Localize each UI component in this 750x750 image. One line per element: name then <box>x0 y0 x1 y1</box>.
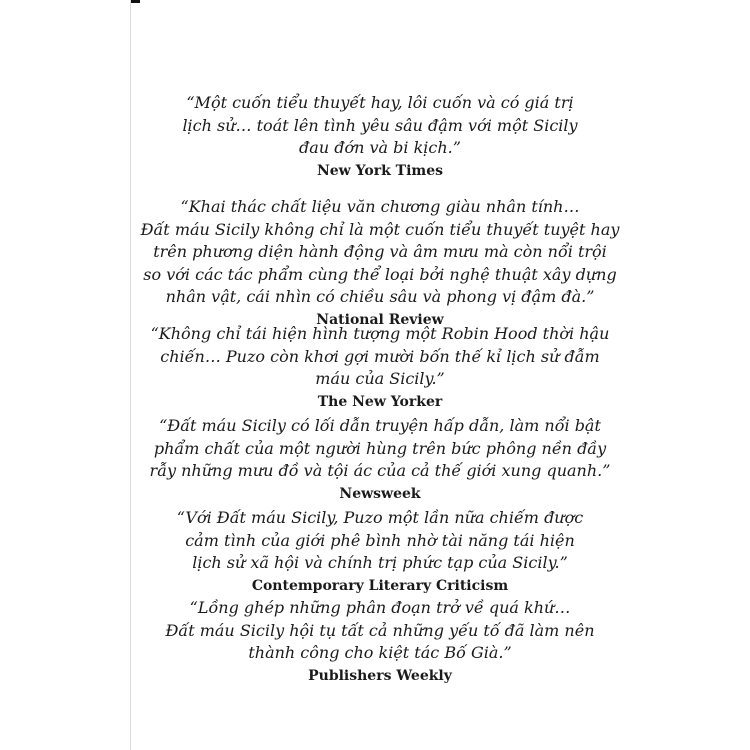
quote-source: The New Yorker <box>317 393 443 410</box>
quote-source: New York Times <box>316 162 444 179</box>
review-blurb-national-review <box>140 196 620 331</box>
review-blurb-contemporary-literary-criticism <box>140 507 620 597</box>
quote-line: “Lồng ghép những phân đoạn trở về quá khứ… <box>189 598 571 617</box>
quote-line: “Không chỉ tái hiện hình tượng một Robin Hood thời hậu <box>150 324 610 343</box>
quote-line: nhân vật, cái nhìn có chiều sâu và phong vị đậm đà.” <box>165 287 595 306</box>
review-blurb-newsweek <box>140 415 620 505</box>
page-edge-line <box>130 0 131 750</box>
quote-line: so với các tác phẩm cùng thể loại bởi nghệ thuật xây dựng <box>143 264 617 284</box>
quote-line: rẫy những mưu đồ và tội ác của cả thế giới xung quanh.” <box>149 461 611 480</box>
review-blurb-publishers-weekly <box>140 597 620 687</box>
corner-mark <box>131 0 140 3</box>
quote-line: “Một cuốn tiểu thuyết hay, lôi cuốn và có giá trị <box>186 93 574 112</box>
quote-line: “Khai thác chất liệu văn chương giàu nhân tính… <box>180 197 580 216</box>
review-blurb-new-york-times <box>140 92 620 182</box>
quote-source: Contemporary Literary Criticism <box>251 577 509 594</box>
quote-line: lịch sử… toát lên tình yêu sâu đậm với một Sicily <box>182 115 578 135</box>
quote-line: thành công cho kiệt tác Bố Già.” <box>248 643 512 662</box>
quote-source: National Review <box>316 311 444 328</box>
quote-line: máu của Sicily.” <box>315 369 445 388</box>
quote-line: phẩm chất của một người hùng trên bức phông nền đầy <box>153 438 607 458</box>
quote-line: lịch sử xã hội và chính trị phức tạp của Sicily.” <box>192 553 568 572</box>
quote-line: trên phương diện hành động và âm mưu mà còn nổi trội <box>153 242 607 261</box>
quote-source: Newsweek <box>339 485 421 502</box>
quote-line: cảm tình của giới phê bình nhờ tài năng tái hiện <box>185 530 575 550</box>
quote-line: “Đất máu Sicily có lối dẫn truyện hấp dẫn, làm nổi bật <box>159 416 601 435</box>
quote-source: Publishers Weekly <box>308 667 452 684</box>
quote-line: “Với Đất máu Sicily, Puzo một lần nữa chiếm được <box>176 508 584 527</box>
quote-line: Đất máu Sicily hội tụ tất cả những yếu tố đã làm nên <box>165 620 595 640</box>
quote-line: chiến… Puzo còn khơi gợi mười bốn thế kỉ lịch sử đẫm <box>160 346 600 366</box>
review-blurb-the-new-yorker <box>140 323 620 413</box>
quote-line: đau đớn và bi kịch.” <box>299 138 461 157</box>
quote-line: Đất máu Sicily không chỉ là một cuốn tiểu thuyết tuyệt hay <box>140 219 620 239</box>
